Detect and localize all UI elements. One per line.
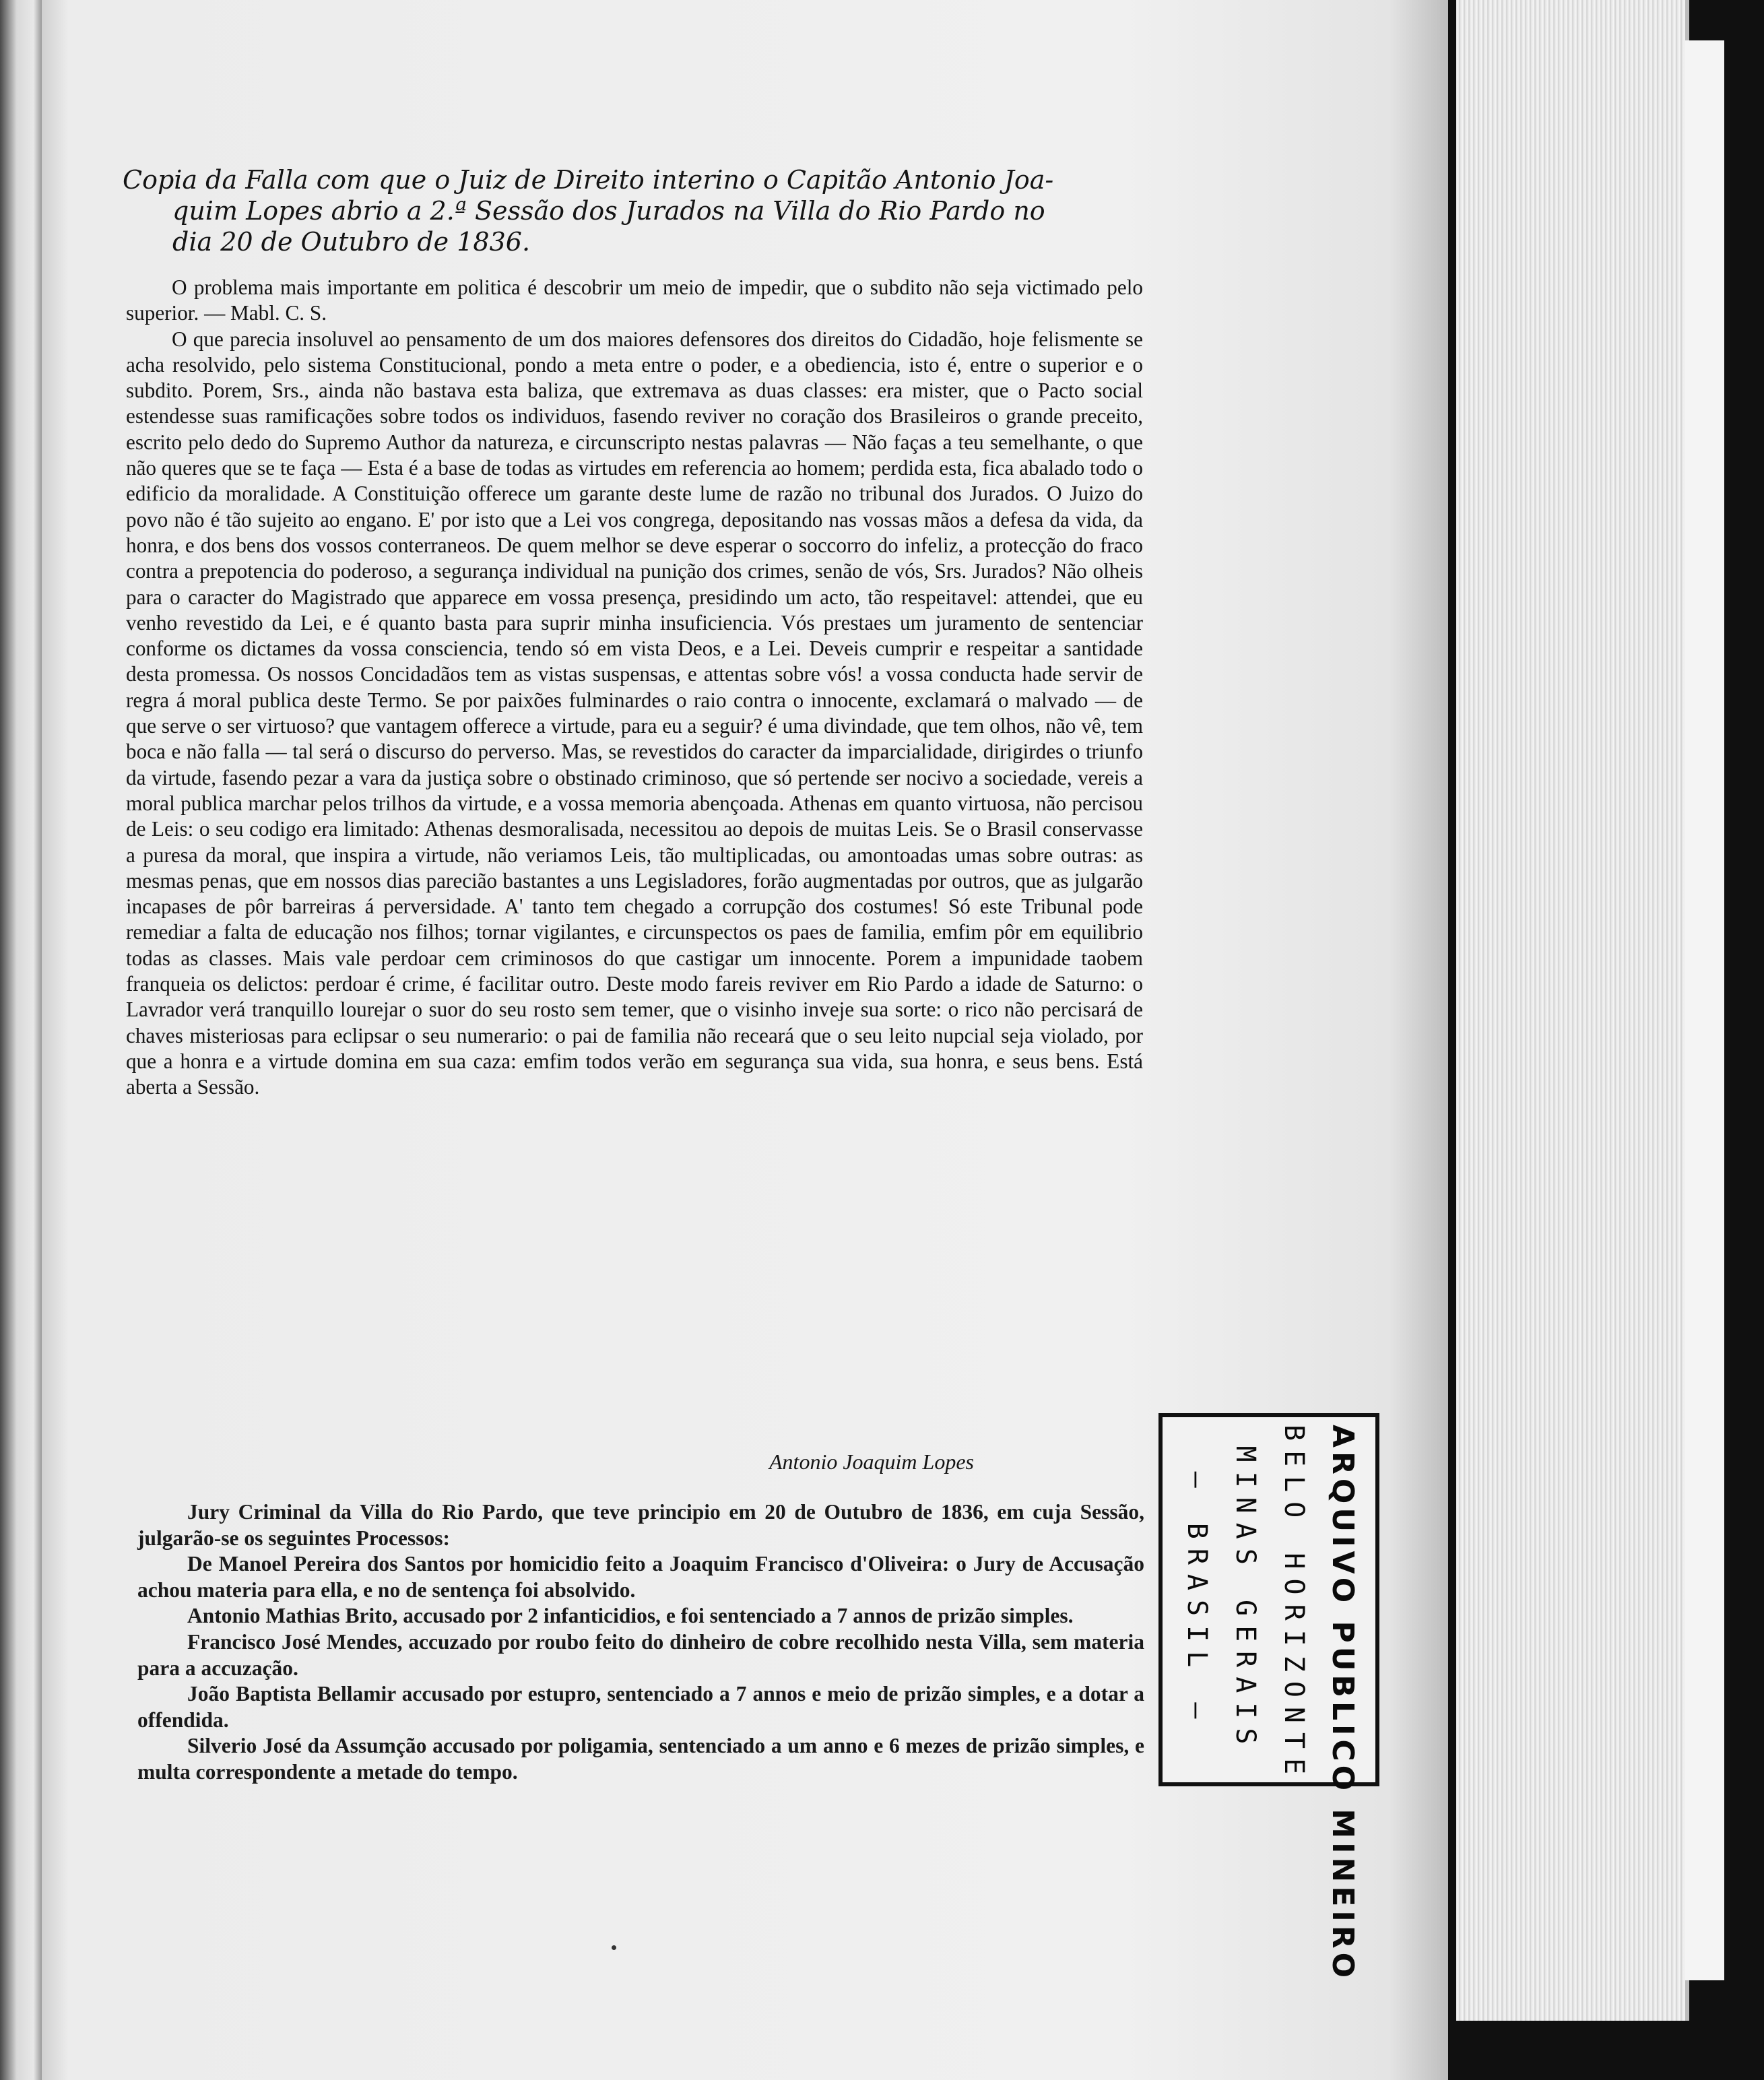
jury-case: João Baptista Bellamir accusado por estupro, sentenciado a 7 annos e meio de prizão simples, e a dotar a offendida. xyxy=(137,1682,1144,1732)
ink-dot xyxy=(612,1945,616,1950)
stamp-line: ARQUIVO PUBLICO MINEIRO xyxy=(1326,1425,1360,1982)
stamp-line: MINAS GERAIS xyxy=(1230,1445,1261,1754)
previous-page-edge xyxy=(0,0,42,2080)
heading-line: dia 20 de Outubro de 1836. xyxy=(172,227,531,257)
jury-case: Francisco José Mendes, accuzado por roubo feito do dinheiro de cobre recolhido nesta Villa, sem materia para a accuzação. xyxy=(137,1629,1144,1680)
heading-line: quim Lopes abrio a 2.ª Sessão dos Jurados na Villa do Rio Pardo no xyxy=(172,196,1045,226)
speech-body xyxy=(126,275,1143,1101)
jury-case: Antonio Mathias Brito, accusado por 2 infanticidios, e foi sentenciado a 7 annos de prizão simples. xyxy=(187,1604,1074,1628)
stamp-line: BELO HORIZONTE xyxy=(1278,1425,1309,1784)
heading-line: Copia da Falla com que o Juiz de Direito interino o Capitão Antonio Joa- xyxy=(123,165,1054,195)
stamp-line: — BRASIL — xyxy=(1181,1471,1212,1728)
jury-intro: Jury Criminal da Villa do Rio Pardo, que teve principio em 20 de Outubro de 1836, em cuja Sessão, julgarão-se os seguintes Processos: xyxy=(137,1500,1144,1550)
jury-report xyxy=(137,1499,1144,1786)
jury-case: Silverio José da Assumção accusado por poligamia, sentenciado a um anno e 6 mezes de prizão simples, e multa correspondente a metade do tempo. xyxy=(137,1734,1144,1784)
signature: Antonio Joaquim Lopes xyxy=(769,1450,974,1474)
jury-case: De Manoel Pereira dos Santos por homicidio feito a Joaquim Francisco d'Oliveira: o Jury de Accusação achou materia para ella, e no de sentença foi absolvido. xyxy=(137,1552,1144,1602)
book-page-edges xyxy=(1448,0,1764,2080)
page-leaves xyxy=(1456,0,1689,2021)
speech-text: O que parecia insoluvel ao pensamento de um dos maiores defensores dos direitos do Cidadão, hoje felismente se acha resolvido, pelo sistema Constitucional, pondo a meta entre o poder, e a obediencia, isto é, entre o superior e o subdito. Porem, Srs., ainda não bastava esta baliza, que extremava as duas classes: era mister, que o Pacto social estendesse suas ramificações sobre todos os individuos, fasendo reviver no coração dos Brasileiros o grande preceito, escrito pelo dedo do Supremo Author da natureza, e circunscripto nestas palavras — Não faças a teu semelhante, o que não queres que se te faça — Esta é a base de todas as virtudes em referencia ao homem; perdida esta, fica abalado todo o edificio da moralidade. A Constituição offerece um garante deste lume de razão no tribunal dos Jurados. O Juizo do povo não é tão sujeito ao engano. E' por isto que a Lei vos congrega, depositando nas vossas mãos a defesa da vida, da honra, e dos bens dos vossos conterraneos. De quem melhor se deve esperar o soccorro do infeliz, a protecção do fraco contra a prepotencia do poderoso, a segurança individual na punição dos crimes, senão de vós, Srs. Jurados? Não olheis para o caracter do Magistrado que apparece em vossa presença, presidindo um acto, tão respeitavel: attendei, que eu venho revestido da Lei, e é quanto basta para suprir minha insuficiencia. Vós prestaes um juramento de sentenciar conforme os dictames da vossa consciencia, tendo só em vista Deos, e a Lei. Deveis cumprir e respeitar a santidade desta promessa. Os nossos Concidadãos tem as vistas suspensas, e attentas sobre vós! a vossa conducta hade servir de regra á moral publica deste Termo. Se por paixões fulminardes o raio contra o innocente, exclamará o malvado — de que serve o ser virtuoso? que vantagem offerece a virtude, para eu a seguir? é uma divindade, que tem olhos, não vê, tem boca e não falla — tal será o discurso do perverso. Mas, se revestidos do caracter da imparcialidade, dirigirdes o triunfo da virtude, fasendo pezar a vara da justiça sobre o obstinado criminoso, que só pertende ser nocivo a sociedade, vereis a moral publica marchar pelos trilhos da virtude, e a vossa memoria abençoada. Athenas em quanto virtuosa, não percisou de Leis: o seu codigo era limitado: Athenas desmoralisada, necessitou ao depois de muitas Leis. Se o Brasil conservasse a puresa da moral, que inspira a virtude, não veriamos Leis, tão multiplicadas, ou amontoadas umas sobre outras: as mesmas penas, que em nossos dias parecião bastantes a uns Legisladores, forão augmentadas por outros, que as julgarão incapases de pôr barreiras á perversidade. A' tanto tem chegado a corrupção dos costumes! Só este Tribunal pode remediar a falta de educação nos filhos; tornar vigilantes, e circunspectos os paes de familia, emfim pôr em equilibrio todas as classes. Mais vale perdoar cem criminosos do que castigar um innocente. Porem a impunidade taobem franqueia os delictos: perdoar é crime, é facilitar outro. Deste modo fareis reviver em Rio Pardo a idade de Saturno: o Lavrador verá tranquillo lourejar o suor do seu rosto sem temer, que o visinho inveje sua sorte: o rico não percisará de chaves misteriosas para eclipsar o seu numerario: o pai de familia não receará que o seu leito nupcial seja violado, por que a honra e a virtude domina em sua caza: emfim todos verão em segurança sua vida, sua honra, e seus bens. Está aberta a Sessão. xyxy=(126,327,1143,1099)
document-heading xyxy=(123,164,1126,257)
page-leaves-outer xyxy=(1685,40,1724,1980)
epigraph: O problema mais importante em politica é descobrir um meio de impedir, que o subdito não seja victimado pelo superior. — Mabl. C. S. xyxy=(126,275,1143,325)
archive-stamp xyxy=(1158,1413,1379,1982)
